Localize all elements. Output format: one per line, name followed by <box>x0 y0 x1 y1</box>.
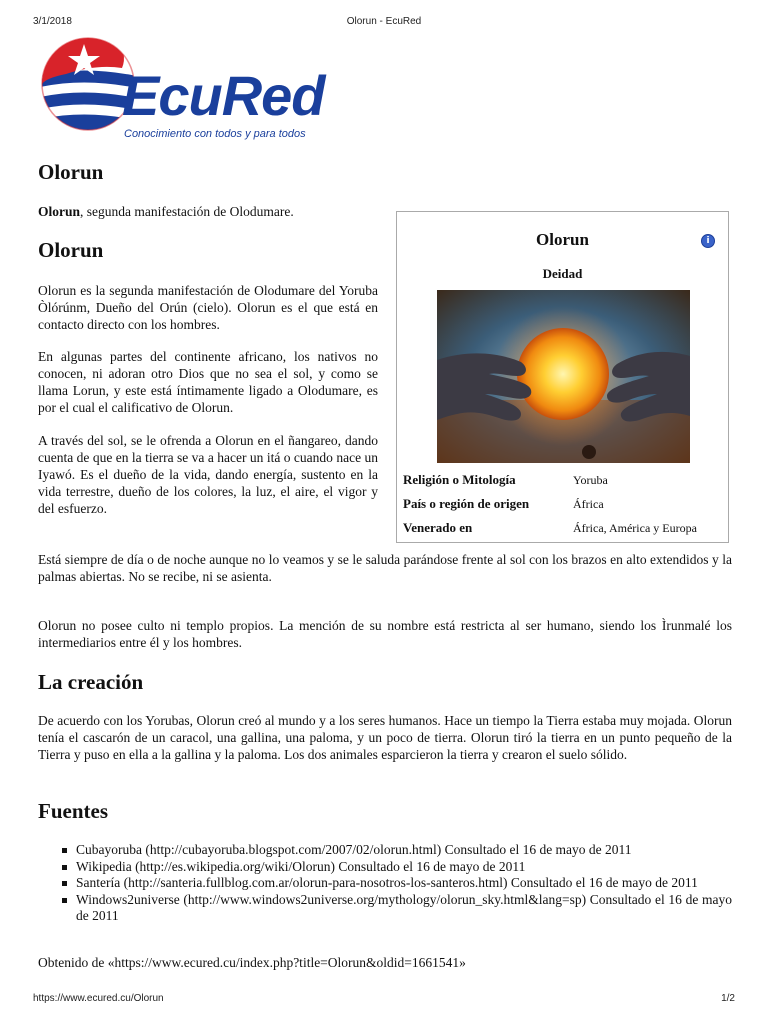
print-date: 3/1/2018 <box>33 16 72 27</box>
info-icon[interactable]: i <box>701 234 715 248</box>
print-url: https://www.ecured.cu/Olorun <box>33 993 164 1004</box>
ecured-logo[interactable] <box>36 34 346 144</box>
infobox-key: Venerado en <box>403 520 473 535</box>
print-header <box>33 16 735 30</box>
olorun-sun-hands-image[interactable] <box>437 290 690 463</box>
infobox <box>396 211 729 543</box>
infobox-key: País o región de origen <box>403 496 530 511</box>
paragraph <box>38 551 732 585</box>
infobox-key: Religión o Mitología <box>403 472 516 487</box>
infobox-title: Olorun <box>536 230 589 249</box>
reference-item[interactable]: Santería (http://santeria.fullblog.com.ar/olorun-para-nosotros-los-santeros.html) Consultado el 16 de mayo de 2011 <box>38 875 732 892</box>
paragraph: A través del sol, se le ofrenda a Olorun en el ñangareo, dando cuenta de que en la tierra se va a hacer un itá o cuando nace un Iyawó. Es el dueño de la vida, dando energía, sustento en la vida terrestre, dueño de los colores, la luz, el aire, el vigor y del esfuerzo. <box>38 433 378 516</box>
infobox-row <box>403 516 723 540</box>
reference-item[interactable]: Windows2universe (http://www.windows2universe.org/mythology/olorun_sky.html&lang=sp) Consultado el 16 de mayo de 2011 <box>38 892 732 925</box>
infobox-value: África, América y Europa <box>573 520 697 535</box>
print-title: Olorun - EcuRed <box>346 16 422 27</box>
logo-slogan: Conocimiento con todos y para todos <box>124 128 306 140</box>
infobox-row <box>403 468 723 492</box>
logo-wordmark: EcuRed <box>122 64 325 127</box>
paragraph: De acuerdo con los Yorubas, Olorun creó al mundo y a los seres humanos. Hace un tiempo la Tierra estaba muy mojada. Olorun tenía el cascarón de un caracol, una gallina, una paloma, y un poco de tierra. Olorun tiró la tierra en un punto pequeño de la Tierra y puso en ella a la gallina y la paloma. Los dos animales esparcieron la tierra y crearon el suelo sólido. <box>38 713 732 762</box>
paragraph-text: Está siempre de día o de noche aunque no lo veamos y se le saluda parándose frente al sol con los brazos en alto extendidos y la palmas abiertas. No se recibe, ni se asienta. <box>38 552 732 584</box>
infobox-value: Yoruba <box>573 472 608 487</box>
reference-item[interactable]: Wikipedia (http://es.wikipedia.org/wiki/Olorun) Consultado el 16 de mayo de 2011 <box>38 859 732 876</box>
section-heading-olorun: Olorun <box>38 238 104 262</box>
intro-text: , segunda manifestación de Olodumare. <box>80 204 294 219</box>
infobox-value: África <box>573 496 604 511</box>
reference-item[interactable]: Cubayoruba (http://cubayoruba.blogspot.com/2007/02/olorun.html) Consultado el 16 de mayo de 2011 <box>38 842 732 859</box>
paragraph: En algunas partes del continente africano, los nativos no conocen, ni adoran otro Dios que no sea el sol, y como se llama Lorun, y este está íntimamente ligado a Olodumare, es por el cual el calificativo de Olorun. <box>38 349 378 415</box>
section-heading-creacion: La creación <box>38 670 144 694</box>
print-footer <box>33 993 735 1007</box>
intro-bold-term: Olorun <box>38 204 81 219</box>
paragraph: Olorun no posee culto ni templo propios. La mención de su nombre está restricta al ser humano, siendo los Ìrunmalé los intermediarios entre él y los hombres. <box>38 618 732 650</box>
obtained-from-link[interactable]: Obtenido de «https://www.ecured.cu/index.php?title=Olorun&oldid=1661541» <box>38 955 466 970</box>
page-title: Olorun <box>38 160 104 184</box>
page-number: 1/2 <box>721 993 735 1004</box>
infobox-table <box>403 468 723 540</box>
references-list <box>38 842 732 925</box>
section-heading-fuentes: Fuentes <box>38 799 108 823</box>
intro-paragraph <box>38 203 378 220</box>
infobox-subtitle: Deidad <box>542 266 583 281</box>
infobox-row <box>403 492 723 516</box>
paragraph: Olorun es la segunda manifestación de Olodumare del Yoruba Òlórúnm, Dueño del Orún (cielo). Olorun es el que está en contacto directo con los hombres. <box>38 283 378 332</box>
